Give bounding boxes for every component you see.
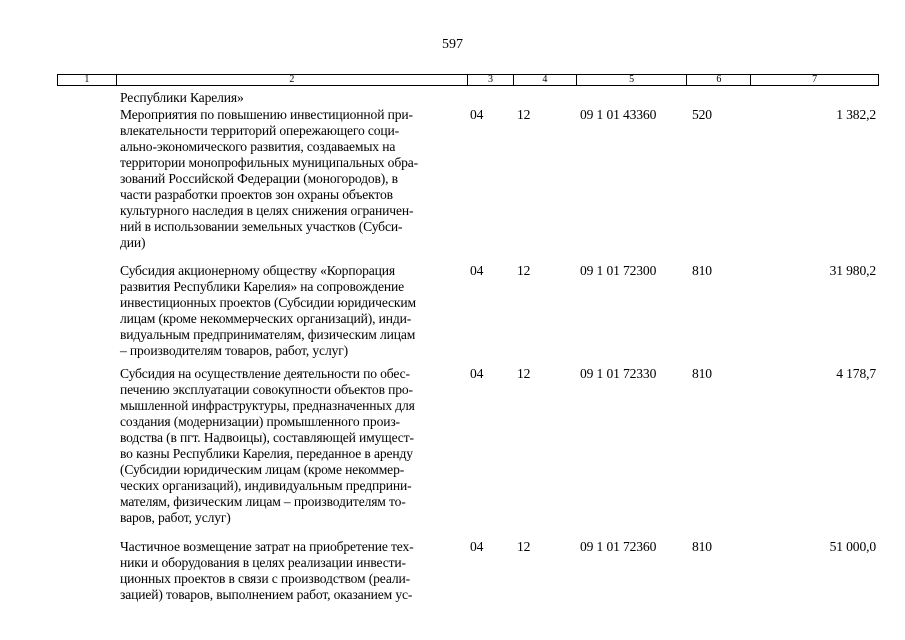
page-number: 597 [442,37,463,52]
row-target-article: 09 1 01 72300 [580,263,657,278]
table-row-text: Мероприятия по повышению инвестиционной при- влекательности территорий опережающего соци- ально-экономического развития, создаваемых на территории монопрофильных муниципальных обра- зований Российской Федерации (моногородов), в части разработки проектов зон охраны объектов культурного наследия в целях снижения ограничен- ний в использовании земельных участков (Субси- дии) [120,107,418,250]
row-subsection-code: 12 [517,263,531,278]
row-target-article: 09 1 01 43360 [580,107,657,122]
header-col-6: 6 [687,75,751,85]
row-subsection-code: 12 [517,107,531,122]
row-expense-type: 520 [692,107,712,122]
row-amount: 1 382,2 [836,107,876,122]
row-expense-type: 810 [692,366,712,381]
header-col-2: 2 [117,75,468,85]
table-row-text: Субсидия на осуществление деятельности по обес- печению эксплуатации совокупности объектов про- мышленной инфраструктуры, предназначенных для создания (модернизации) промышленного произ- водства (в пгт. Надвоицы), составляющей имущест- во казны Республики Карелия, переданное в аренду (Субсидии юридическим лицам (кроме некоммер- ческих организаций), индивидуальным предприни- мателям, физическим лицам – производителям то- варов, работ, услуг) [120,366,415,525]
table-header [57,74,879,86]
row-amount: 4 178,7 [836,366,876,381]
table-row-text: Субсидия акционерному обществу «Корпорация развития Республики Карелия» на сопровождение инвестиционных проектов (Субсидии юридическим лицам (кроме некоммерческих организаций), инди- видуальным предпринимателям, физическим лицам – производителям товаров, работ, услуг) [120,263,416,358]
row-section-code: 04 [470,107,484,122]
row-section-code: 04 [470,539,484,554]
header-col-1: 1 [58,75,117,85]
row-section-code: 04 [470,366,484,381]
row-subsection-code: 12 [517,539,531,554]
header-col-4: 4 [514,75,577,85]
row-section-code: 04 [470,263,484,278]
row-amount: 51 000,0 [829,539,876,554]
row-amount: 31 980,2 [829,263,876,278]
header-col-7: 7 [812,74,818,85]
row-target-article: 09 1 01 72360 [580,539,657,554]
row-target-article: 09 1 01 72330 [580,366,657,381]
row-expense-type: 810 [692,539,712,554]
table-row-text: Частичное возмещение затрат на приобретение тех- ники и оборудования в целях реализации инвести- ционных проектов в связи с производством (реали- зацией) товаров, выполнением работ, оказанием ус- [120,539,414,602]
header-col-5: 5 [577,75,688,85]
header-col-3: 3 [468,75,514,85]
continued-text: Республики Карелия» [120,90,244,105]
row-expense-type: 810 [692,263,712,278]
row-subsection-code: 12 [517,366,531,381]
